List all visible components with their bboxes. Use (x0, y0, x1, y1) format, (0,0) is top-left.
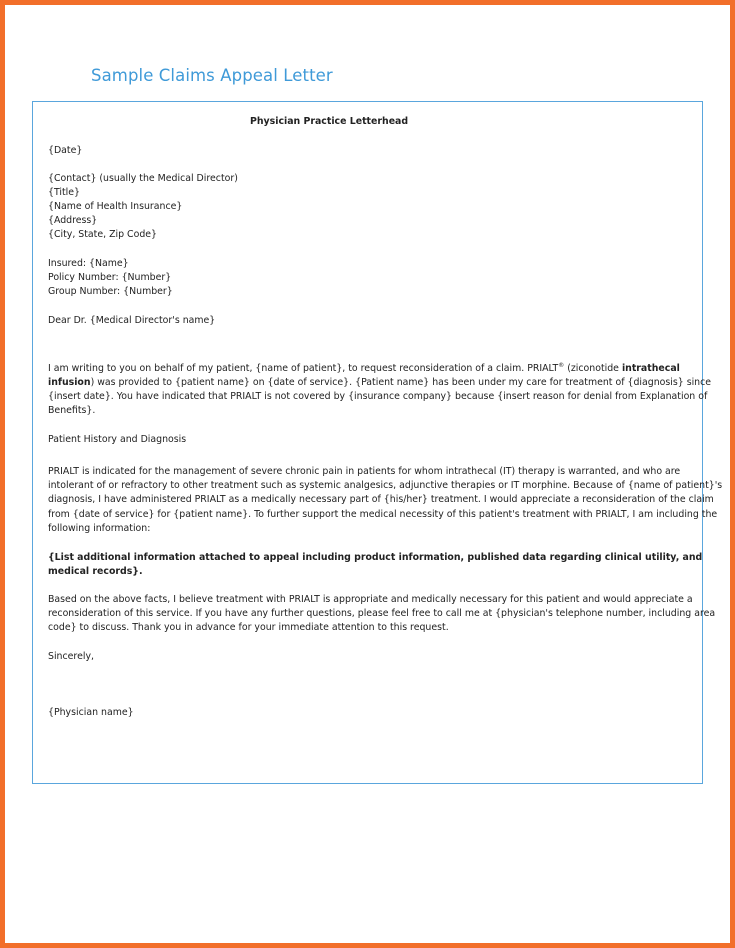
salutation: Dear Dr. {Medical Director's name} (48, 315, 216, 326)
para1-line4: Benefits}. (48, 405, 96, 416)
para3-line3: code} to discuss. Thank you in advance for your immediate attention to this request. (48, 622, 449, 633)
para3-line2: reconsideration of this service. If you have any further questions, please feel free to call me at {physician's telephone number, including area (48, 608, 716, 619)
recipient-address: {Address} (48, 215, 98, 226)
group-line: Group Number: {Number} (48, 286, 173, 297)
date-line: {Date} (48, 145, 83, 156)
bold-note-line2: medical records}. (48, 566, 143, 577)
insured-line: Insured: {Name} (48, 258, 129, 269)
para2-line4: from {date of service} for {patient name}. To further support the medical necessity of this patient's treatment with PRIALT, I am including the (48, 509, 718, 520)
closing: Sincerely, (48, 651, 94, 662)
letterhead: Physician Practice Letterhead (250, 116, 409, 127)
signature: {Physician name} (48, 707, 134, 718)
recipient-insurer: {Name of Health Insurance} (48, 201, 183, 212)
policy-line: Policy Number: {Number} (48, 272, 172, 283)
para2-line3: diagnosis, I have administered PRIALT as a medically necessary part of {his/her} treatment. I would appreciate a reconsideration of the claim (48, 494, 714, 505)
para3-line1: Based on the above facts, I believe treatment with PRIALT is appropriate and medically necessary for this patient and would appreciate a (48, 594, 693, 605)
document-title: Sample Claims Appeal Letter (91, 66, 333, 85)
para2-line5: following information: (48, 523, 151, 534)
para2-line1: PRIALT is indicated for the management of severe chronic pain in patients for whom intrathecal (IT) therapy is warranted, and who are (48, 466, 681, 477)
para1-line2: infusion) was provided to {patient name} on {date of service}. {Patient name} has been under my care for treatment of {diagnosis} since (48, 377, 712, 388)
recipient-title: {Title} (48, 187, 81, 198)
para1-line1: I am writing to you on behalf of my patient, {name of patient}, to request reconsideration of a claim. PRIALT® (ziconotide intrathecal (48, 361, 680, 374)
para2-line2: intolerant of or refractory to other treatment such as systemic analgesics, adjunctive therapies or IT morphine. Because of {name of patient}'s (48, 480, 723, 491)
section-heading: Patient History and Diagnosis (48, 434, 187, 445)
para1-line3: {insert date}. You have indicated that PRIALT is not covered by {insurance company} because {insert reason for denial from Explanation of (48, 391, 708, 402)
bold-note-line1: {List additional information attached to appeal including product information, published data regarding clinical utility, and (48, 552, 703, 563)
recipient-city: {City, State, Zip Code} (48, 229, 157, 240)
recipient-contact: {Contact} (usually the Medical Director) (48, 173, 238, 184)
